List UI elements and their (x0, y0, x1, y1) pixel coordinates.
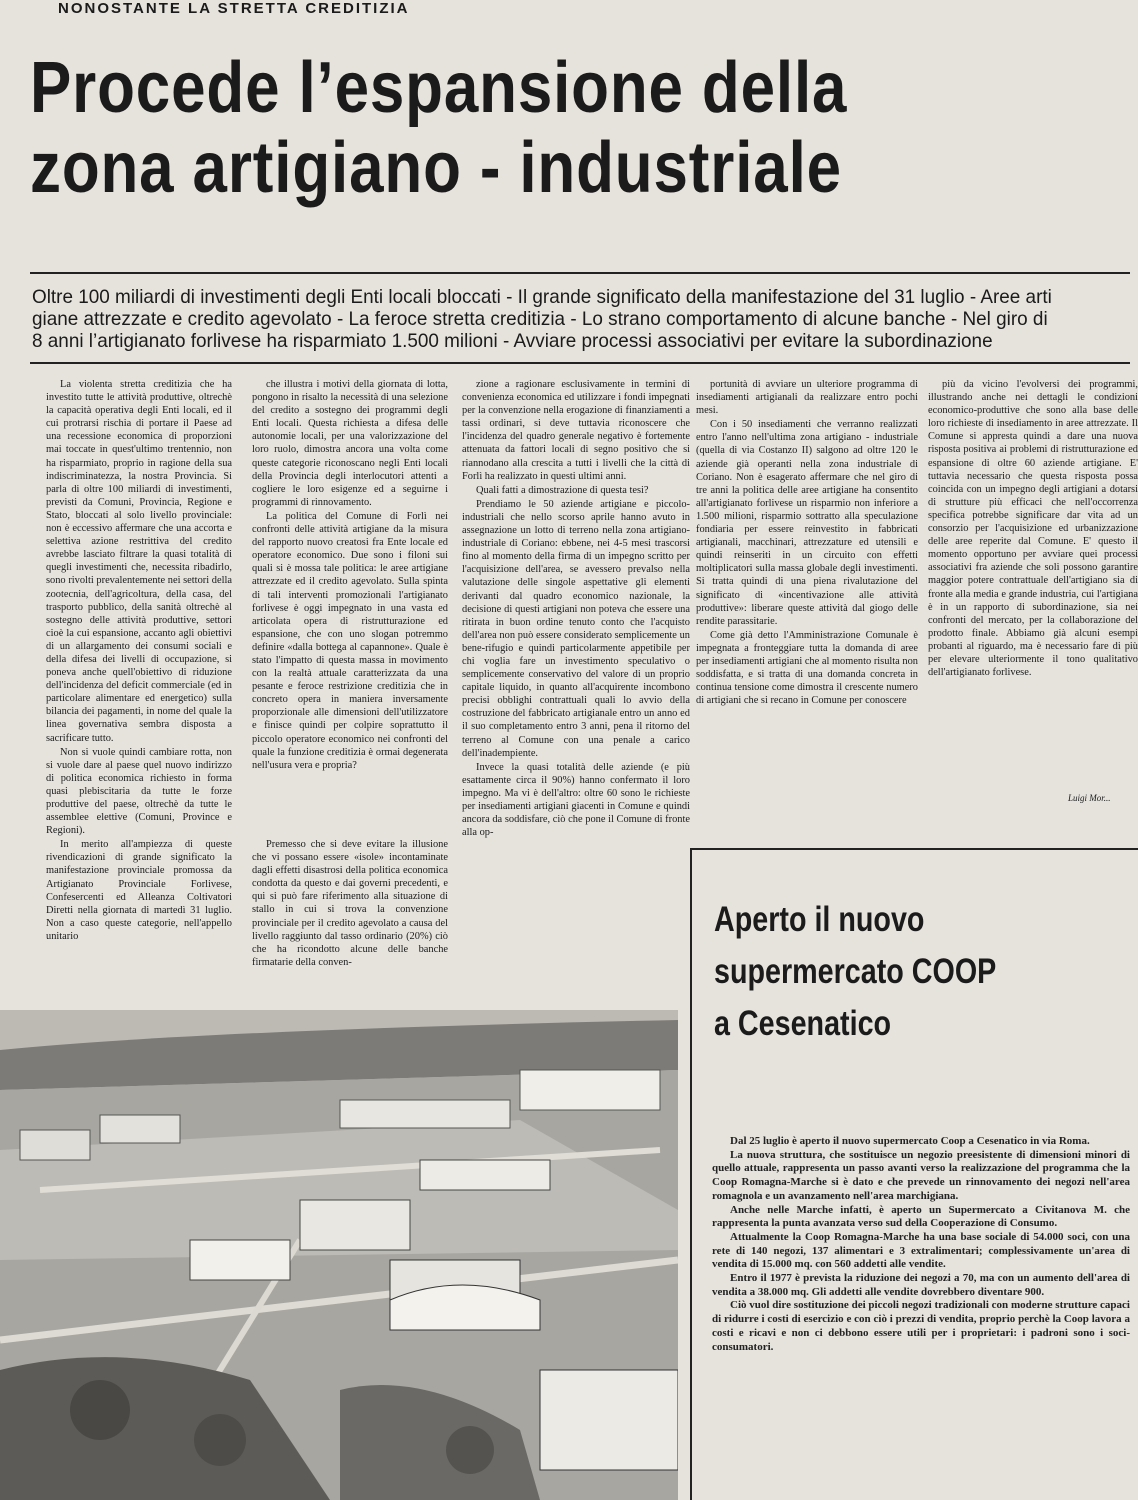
paragraph: che illustra i motivi della giornata di lotta, pongono in risalto la necessità di una selezione del credito a sostegno dei programmi degli Enti locali. Questa richiesta a difesa delle autonomie locali, per una valorizzazione del loro ruolo, dimostra ancora una volta come queste categorie riconoscano negli Enti locali della Provincia degli interlocutori attenti a cogliere le loro esigenze ed a seguirne i programmi di rinnovamento. (252, 379, 448, 508)
sidebar-title-line: supermercato COOP (714, 952, 997, 991)
sidebar-title (714, 894, 1067, 1050)
paragraph: La politica del Comune di Forlì nei confronti delle attività artigiane da la misura del rapporto nuovo creatosi fra Ente locale ed operatore economico. Due sono i filoni sui quali si è mossa tale politica: le aree artigiane attrezzate ed il credito agevolato. Sulla spinta di tali interventi promozionali l'artigianato forlivese è oggi impegnato in una vasta ed articolata opera di ristrutturazione ed espansione, che con uno slogan potremmo definire «dalla bottega al capannone». Quale è stato l'impatto di questa massa in movimento con la realtà attuale caratterizzata da una pesante e feroce restrizione creditizia che in concreto opera in maniera inversamente proporzionale alle dimensioni dell'utilizzatore e finisce quindi per colpire soprattutto il piccolo operatore economico nei confronti del quale la funzione creditizia è ormai degenerata nell'usura vera e propria? (252, 510, 448, 771)
paragraph: Prendiamo le 50 aziende artigiane e piccolo-industriali che nello scorso aprile hanno avuto in assegnazione un lotto di terreno nella zona artigiano-industriale di Coriano: ebbene, nei 4-5 mesi trascorsi fino al momento della firma di un impegno scritto per l'acquisizione dell'area, se avessero prevalso nella valutazione delle singole aspettative gli elementi derivanti dal quadro economico nazionale, la decisione di questi artigiani non poteva che essere una ritirata in buon ordine tenuto conto che l'acquisto dell'area non può essere considerato semplicemente un bene-rifugio e quindi particolarmente appetibile per chi voglia fare un investimento speculativo o semplicemente conservativo del valore di un proprio capitale liquido, in quanto all'acquirente incombono precisi obblighi contrattuali quali lo avvio della costruzione del fabbricato artigianale entro un anno ed il suo completamento entro 3 anni, pena il ritorno del terreno al Comune con una penale a carico dell'inadempiente. (462, 498, 690, 759)
column-2 (252, 378, 448, 838)
paragraph: più da vicino l'evolversi dei programmi, illustrando anche nei dettagli le condizioni economico-produttive che sono alla base delle loro richieste di insediamento in aree attrezzate. Il Comune si appresta quindi a dare una nuova risposta positiva ai problemi di ristrutturazione ed espansione di oltre 60 aziende artigiane. E' tuttavia necessario che questa risposta possa coincida con un impegno degli artigiani a dotarsi di strutture più efficaci che nell'occorrenza specifica potrebbe significare dar vita ad un consorzio per l'acquisizione ed urbanizzazione delle aree reperite dal Comune. E' questo il momento opportuno per avviare quei processi associativi fra aziende che soli possono garantire maggior potere contrattuale dell'artigiano sia di fronte alla media e grande industria, cui l'artigiana è in un rapporto di subordinazione, sia nei confronti del mercato, per la collaborazione del prodotto finale. Abbiamo già alcuni esempi probanti al riguardo, ma è necessario fare di più per elevare ulteriormente il tono qualitativo dell'artigianato forlivese. (928, 379, 1138, 679)
sidebar-paragraph: Ciò vuol dire sostituzione dei piccoli negozi tradizionali con moderne strutture capaci di ridurre i costi di esercizio e con ciò i prezzi di vendita, proprio perchè la Coop lavora a costi e ricavi e non ci debbono essere utili per i proprietari: i padroni sono i soci-consumatori. (712, 1299, 1130, 1353)
sidebar-title-line: a Cesenatico (714, 1004, 892, 1043)
sidebar-paragraph: Dal 25 luglio è aperto il nuovo supermercato Coop a Cesenatico in via Roma. (730, 1135, 1090, 1147)
summary-line: 8 anni l’artigianato forlivese ha risparmiato 1.500 milioni - Avviare processi associativi per evitare la subordinazione (32, 330, 993, 352)
sidebar-paragraph: La nuova struttura, che sostituisce un negozio preesistente di dimensioni minori di quello attuale, rappresenta un passo avanti verso la realizzazione del programma che la Coop Romagna-Marche si è dato e che prevede un rinnovamento dei negozi nell'area romagnola e un avanzamento nell'area marchigiana. (712, 1148, 1130, 1202)
headline-line-1: Procede l’espansione della (30, 48, 848, 128)
column-5 (928, 378, 1138, 808)
sidebar-paragraph: Attualmente la Coop Romagna-Marche ha una base sociale di 54.000 soci, con una rete di 140 negozi, 137 alimentari e 3 extralimentari; complessivamente un'area di vendita di 15.000 mq. con 560 addetti alle vendite. (712, 1230, 1130, 1271)
paragraph: In merito all'ampiezza di queste rivendicazioni di grande significato la manifestazione provinciale promossa da Artigianato Provinciale Forlivese, Confesercenti ed Alleanza Coltivatori Diretti nella giornata di martedì 31 luglio. Non a caso queste categorie, nell'appello unitario (46, 839, 232, 942)
paragraph: Come già detto l'Amministrazione Comunale è impegnata a fronteggiare tutta la domanda di aree per insediamenti artigiani che al momento risulta non soddisfatta, e si tratta di una domanda concreta in continua tensione come dimostra il crescente numero di artigiani che si recano in Comune per conoscere (696, 629, 918, 707)
rule-top (30, 272, 1130, 274)
sidebar-body (712, 1135, 1130, 1354)
column-1 (46, 378, 232, 998)
paragraph: La violenta stretta creditizia che ha investito tutte le attività produttive, oltrechè la capacità operativa degli Enti locali, ed il cui protrarsi rischia di portare il Paese ad una recessione economica di proporzioni mai toccate in quest'ultimo trentennio, non ha risparmiato, proprio in ragione della sua indiscriminatezza, la nostra Provincia. Si parla di oltre 100 miliardi di investimenti, previsti da Comuni, Provincia, Regione e Stato, bloccati al solo livello provinciale: non è eccessivo affermare che una accorta e selettiva azione restrittiva del credito avrebbe lasciato filtrare la quasi totalità di quegli investimenti che, necessita ribadirlo, sono rivolti prevalentemente nei settori della zootecnia, dell'agricoltura, della casa, del trasporto pubblico, della sanità oltrechè al sostegno delle attività produttive, settori cioè la cui espansione, accanto agli obiettivi di un allargamento dei consumi sociali e della difesa dei livelli di occupazione, si poneva anche quell'obiettivo di riduzione dell'incidenza del deficit commerciale (ed in particolare alimentare ed energetico) sulla bilancia dei pagamenti, in nome del quale la linea governativa sembra disposta a sacrificare tutto. (46, 379, 232, 744)
summary-line: Oltre 100 miliardi di investimenti degli Enti locali bloccati - Il grande significato della manifestazione del 31 luglio - Aree arti (32, 286, 1052, 308)
kicker: NONOSTANTE LA STRETTA CREDITIZIA (58, 0, 410, 17)
sidebar-box (690, 848, 1138, 1500)
summary (32, 286, 1138, 352)
rule-summary (30, 362, 1130, 364)
paragraph: portunità di avviare un ulteriore programma di insediamenti artigianali da realizzare entro pochi mesi. (696, 379, 918, 417)
aerial-photo (0, 1010, 678, 1500)
paragraph: Non si vuole quindi cambiare rotta, non si vuole dare al paese quel nuovo indirizzo di politica economica richiesto in forma quasi plebiscitaria da tutte le forze produttive del paese, oltrechè da tutte le assemblee elettive (Comuni, Province e Regioni). (46, 746, 232, 837)
byline: Luigi Mor... (1068, 793, 1111, 803)
column-2-bottom (252, 838, 448, 998)
column-4 (696, 378, 918, 818)
paragraph: Con i 50 insediamenti che verranno realizzati entro l'anno nell'ultima zona artigiano - industriale (quella di via Costanzo II) salgono ad oltre 120 le aziende già operanti nella zona industriale di Coriano. Non è esagerato affermare che nel giro di tre anni la politica delle aree artigiane ha consentito all'artigianato forlivese un risparmio non inferiore a 1.500 milioni, risparmio sottratto alla speculazione fondiaria per essere reinvestito in fabbricati artigianali, macchinari, attrezzature ed utensili e quindi reinseriti in un circuito con effetti moltiplicatori sulla massa globale degli investimenti. Si tratta quindi di una piena rivalutazione del significato di «incentivazione alle attività produttive»: liberare queste attività dal giogo delle rendite parassitarie. (696, 419, 918, 627)
paragraph: zione a ragionare esclusivamente in termini di convenienza economica ed utilizzare i fondi impegnati per la convenzione nella erogazione di finanziamenti a tassi ordinari, si deve tuttavia riconoscere che l'incidenza del quadro generale negativo è fortemente attenuata da fattori locali di segno positivo che si riannodano alla crescita a tutti i livelli che la città di Forlì ha realizzato in questi ultimi anni. (462, 379, 690, 482)
paragraph: Invece la quasi totalità delle aziende (e più esattamente circa il 90%) hanno confermato il loro impegno. Ma vi è dell'altro: oltre 60 sono le richieste per insediamenti artigiani giacenti in Comune e quindi ancora da soddisfare, ciò che pone il Comune di fronte alla op- (462, 761, 690, 839)
headline-line-2: zona artigiano - industriale (30, 128, 842, 208)
headline (30, 48, 985, 208)
sidebar-paragraph: Entro il 1977 è prevista la riduzione dei negozi a 70, ma con un aumento dell'area di vendita a 38.000 mq. Gli addetti alle vendite dovrebbero diventare 900. (712, 1272, 1130, 1298)
paragraph: Premesso che si deve evitare la illusione che vi possano essere «isole» incontaminate dagli effetti disastrosi della politica economica condotta da questo e dai governi precedenti, e qui si può fare riferimento alla situazione di stallo in cui si trova la convenzione provinciale per il credito agevolato a causa del livello raggiunto dal tasso ordinario (20%) ciò che ha ricondotto alcune delle banche firmatarie della conven- (252, 839, 448, 968)
sidebar-title-line: Aperto il nuovo (714, 900, 925, 939)
column-3 (462, 378, 690, 990)
paragraph: Quali fatti a dimostrazione di questa tesi? (476, 484, 649, 496)
sidebar-paragraph: Anche nelle Marche infatti, è aperto un Supermercato a Civitanova M. che rappresenta la punta avanzata verso sud della Cooperazione di Consumo. (712, 1203, 1130, 1230)
summary-line: giane attrezzate e credito agevolato - La feroce stretta creditizia - Lo strano comportamento di alcune banche - Nel giro di (32, 308, 1048, 330)
